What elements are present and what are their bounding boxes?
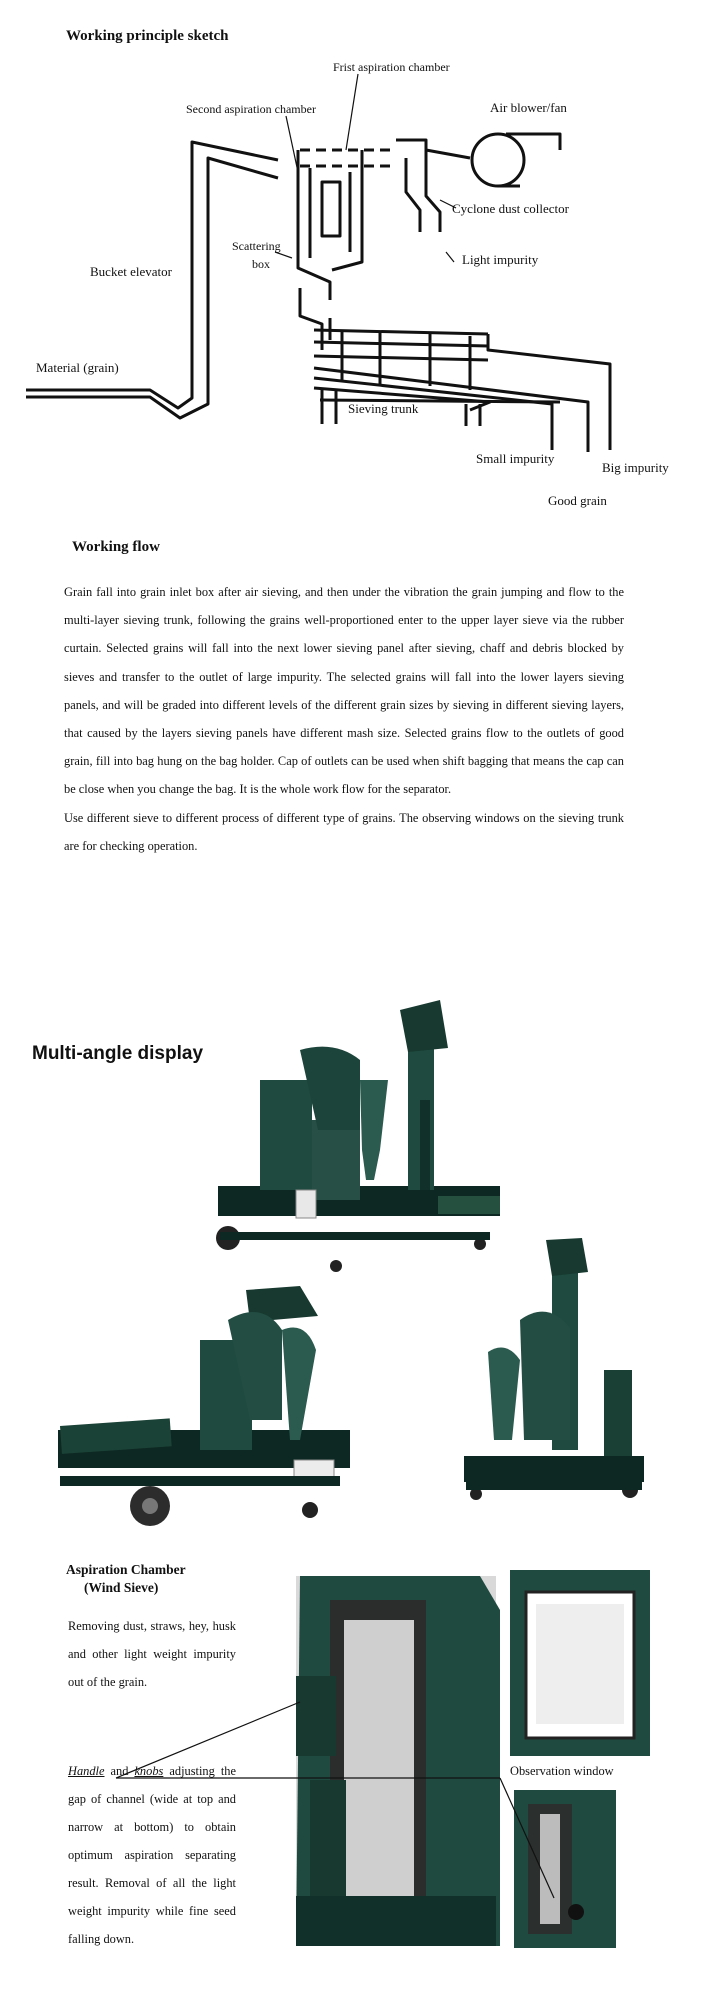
and-word: and (110, 1764, 129, 1778)
label-big-impurity: Big impurity (602, 460, 669, 475)
observation-window-label: Observation window (510, 1764, 614, 1778)
sketch-title: Working principle sketch (66, 28, 229, 44)
machine-photo-left (58, 1286, 350, 1526)
label-good-grain: Good grain (548, 493, 607, 508)
label-air-blower: Air blower/fan (490, 100, 567, 115)
label-cyclone: Cyclone dust collector (452, 201, 569, 216)
label-small-impurity: Small impurity (476, 451, 555, 466)
aspiration-desc-2: adjusting the gap of channel (wide at top and narrow at bottom) to obtain optimum aspiration separating result. Removal of all the light weight impurity while fine seed falling down. (68, 1764, 236, 1946)
label-second-chamber: Second aspiration chamber (186, 102, 316, 116)
label-bucket-elevator: Bucket elevator (90, 264, 172, 279)
machine-photo-right (464, 1238, 644, 1500)
knobs-term: knobs (134, 1764, 164, 1778)
flow-paragraph-1: Grain fall into grain inlet box after air sieving, and then under the vibration the grain jumping and flow to the multi-layer sieving trunk, following the grains well-proportioned enter to the upper layer sieve via the rubber curtain. Selected grains will fall into the next lower sieving panel after sieving, chaff and debris blocked by sieves and transfer to the outlet of large impurity. The selected grains will fall into the lower layers sieving panels, and will be graded into different levels of the different grain sizes by sieving in different sieving layers, that caused by the layers sieving panels have different mash size. Selected grains flow to the outlets of good grain, fill into bag hung on the bag holder. Cap of outlets can be used when shift bagging that means the cap can be close when you change the bag. It is the whole work flow for the separator. (64, 585, 624, 797)
aspiration-adjust-text (68, 1757, 236, 1953)
flow-title: Working flow (72, 539, 160, 555)
handle-term: Handle (68, 1764, 105, 1778)
machine-photo-top (216, 1000, 500, 1272)
label-light-impurity: Light impurity (462, 252, 539, 267)
multi-angle-title: Multi-angle display (32, 1043, 204, 1064)
label-material: Material (grain) (36, 360, 119, 375)
aspiration-subtitle: (Wind Sieve) (84, 1580, 159, 1595)
aspiration-description (68, 1612, 236, 1696)
aspiration-title: Aspiration Chamber (66, 1562, 186, 1577)
aspiration-desc-1: Removing dust, straws, hey, husk and other light weight impurity out of the grain. (68, 1619, 236, 1689)
observation-window-photo-bottom (514, 1790, 616, 1948)
label-first-chamber: Frist aspiration chamber (333, 60, 450, 74)
label-sieving-trunk: Sieving trunk (348, 401, 419, 416)
label-box: box (252, 257, 270, 271)
label-scattering: Scattering (232, 239, 281, 253)
aspiration-chamber-photo (296, 1576, 500, 1946)
flow-paragraph-2: Use different sieve to different process of different type of grains. The observing windows on the sieving trunk are for checking operation. (64, 810, 624, 853)
observation-window-photo-top (510, 1570, 650, 1756)
